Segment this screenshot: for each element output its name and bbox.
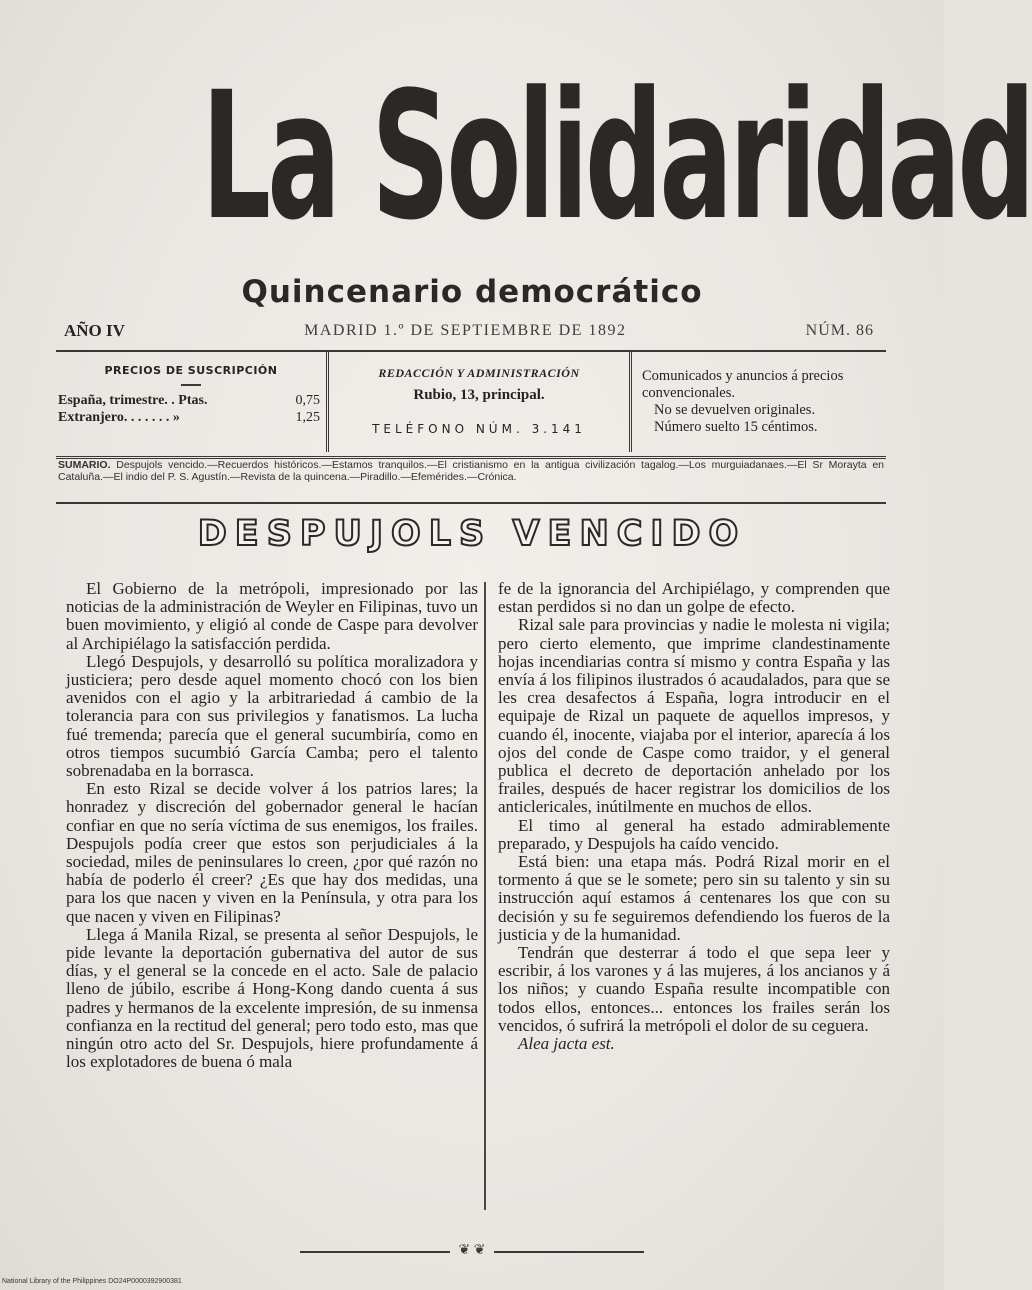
article-column-left: [66, 580, 478, 1220]
ornament-line: [494, 1251, 644, 1253]
price-row: [56, 392, 326, 409]
article-paragraph: Tendrán que desterrar á todo el que sepa leer y escribir, á los varones y á las mujeres, á los ancianos y á los niños; y cuando España resulte incompatible con todos ellos, entonces... entonces los frailes serán los vencidos, ó sufrirá la metrópoli el dolor de su ceguera.: [498, 943, 890, 1035]
article-paragraph: fe de la ignorancia del Archipiélago, y comprenden que estan perdidos si no dan un golpe de efecto.: [498, 579, 890, 617]
ornament-divider: [300, 1245, 644, 1259]
price-label: España, trimestre. . Ptas.: [58, 393, 208, 408]
ornament-line: [300, 1251, 450, 1253]
article-paragraph: El Gobierno de la metrópoli, impresionado por las noticias de la administración de Weyler en Filipinas, tuvo un buen movimiento, y eligió al conde de Caspe para devolver al Archipiélago la satisfacción perdida.: [66, 579, 478, 653]
dateline: [64, 320, 874, 342]
article-paragraph: El timo al general ha estado admirablemente preparado, y Despujols ha caído vencido.: [498, 815, 890, 853]
price-value: 0,75: [295, 393, 320, 408]
subscription-prices: [56, 352, 326, 452]
article-paragraph: Rizal sale para provincias y nadie le molesta ni vigila; pero cierto elemento, que imprime clandestinamente hojas incendiarias contra sí mismo y contra España y las envía á los filipinos ilustrados ó acaudalados, para que se les crea desafectos á España, logra introducir en el equipaje de Rizal un paquete de aquellos impresos, y cuando él, inocente, viajaba por el interior, aparecía á los ojos del conde de Caspe como traidor, y el general publica el decreto de deportación anhelado por los frailes, después de hacer registrar los domicilios de los anticlericales, inútilmente en muchos de ellos.: [498, 615, 890, 817]
notice-line: Comunicados y anuncios á precios convencionales.: [642, 368, 844, 401]
notices: [632, 352, 886, 452]
article-paragraph: Llegó Despujols, y desarrolló su política moralizadora y justiciera; pero desde aquel momento chocó con los bien avenidos con el agio y la arbitrariedad á cambio de la tolerancia para con sus privilegios y fanatismos. La lucha fué tremenda; parecía que el general sucumbiría, como en otros tiempos sucumbió García Camba; pero el talento sobrenadaba en la borrasca.: [66, 651, 478, 781]
subscription-heading: PRECIOS DE SUSCRIPCIÓN: [104, 364, 278, 377]
administration-address: Rubio, 13, principal.: [413, 387, 545, 403]
price-row: [56, 409, 326, 426]
article-closing: Alea jacta est.: [518, 1034, 615, 1054]
article-column-right: [498, 580, 890, 1220]
library-credit: National Library of the Philippines DO24P0000392900381: [2, 1278, 182, 1285]
administration-info: [326, 352, 632, 452]
notice-line: No se devuelven originales.: [654, 402, 816, 418]
masthead-subtitle: Quincenario democrático: [241, 274, 703, 310]
divider: [181, 384, 201, 386]
administration-phone: TELÉFONO NÚM. 3.141: [372, 422, 586, 436]
divider: [56, 502, 886, 504]
article-paragraph: Está bien: una etapa más. Podrá Rizal morir en el tormento á que se le somete; pero sin su talento y sin su instrucción aquí estamos á centenares los que con su decisión y su fe seguiremos defendiendo los fueros de la justicia y de la humanidad.: [498, 852, 890, 944]
info-box: [56, 350, 886, 459]
article-paragraph: Llega á Manila Rizal, se presenta al señor Despujols, le pide levante la deportación gubernativa del autor de sus días, y el general se la concede en el acto. Sale de palacio lleno de júbilo, escribe á Hong-Kong dando cuenta á sus padres y hermanos de la excelente impresión, de su inmensa confianza en la rectitud del general; pero todo esto, mas que ningún otro acto del Sr. Despujols, hiere profundamente á los explotadores de buena ó mala: [66, 924, 478, 1072]
issue-number: NÚM. 86: [805, 322, 874, 339]
price-label: Extranjero. . . . . . . »: [58, 410, 180, 425]
masthead-title: La Solidaridad: [201, 54, 1032, 259]
summary-label: SUMARIO.: [58, 459, 111, 471]
column-divider: [484, 582, 486, 1210]
price-value: 1,25: [295, 410, 320, 425]
summary-text: Despujols vencido.—Recuerdos históricos.—Estamos tranquilos.—El cristianismo en la antigua civilización tagalog.—Los murguiadanaes.—El Sr Morayta en Cataluña.—El indio del P. S. Agustín.—Revista de la quincena.—Piradillo.—Efemérides.—Crónica.: [58, 459, 884, 483]
article-headline: DESPUJOLS VENCIDO: [197, 514, 747, 554]
summary: [58, 459, 884, 483]
article-paragraph: En esto Rizal se decide volver á los patrios lares; la honradez y discreción del gobernador general le hacían confiar en que no sería víctima de sus enemigos, los frailes. Despujols podía creer que estos son perjudiciales á la sociedad, miles de peninsulares lo creen, ¿por qué razón no había de poderlo él creer? ¿Es que hay dos medidas, una para los que nacen y viven en la Península, y otra para los que nacen y viven en Filipinas?: [66, 779, 478, 926]
administration-heading: REDACCIÓN Y ADMINISTRACIÓN: [378, 366, 580, 380]
notice-line: Número suelto 15 céntimos.: [654, 419, 818, 435]
issue-year: AÑO IV: [64, 321, 125, 340]
ornament-icon: ❦ ❦: [458, 1243, 486, 1258]
issue-date: MADRID 1.º DE SEPTIEMBRE DE 1892: [304, 322, 627, 339]
